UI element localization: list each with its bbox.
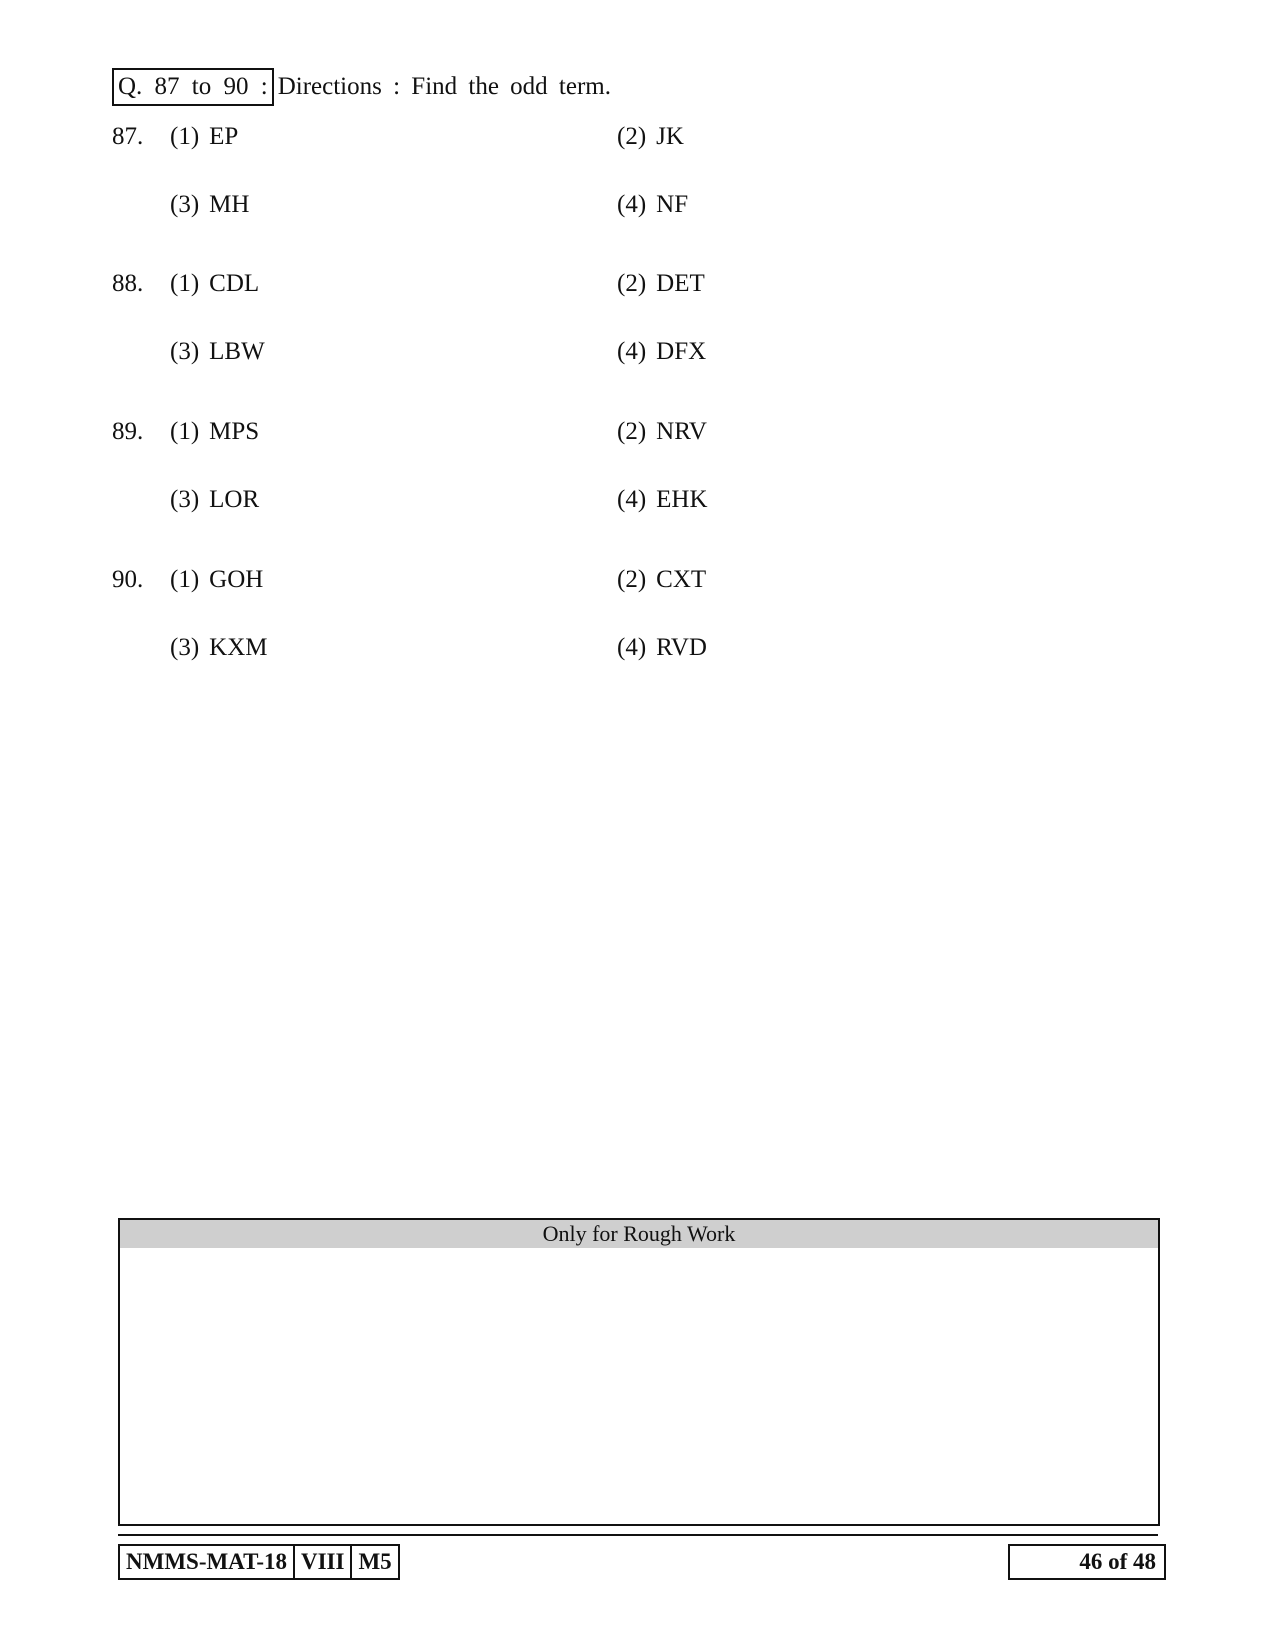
option-2[interactable]: (2) NRV — [617, 418, 707, 445]
option-2[interactable]: (2) CXT — [617, 566, 707, 593]
option-4[interactable]: (4) NF — [617, 191, 689, 218]
option-1[interactable]: (1) EP — [170, 123, 239, 150]
option-2[interactable]: (2) JK — [617, 123, 684, 150]
option-3[interactable]: (3) LBW — [170, 338, 265, 365]
footer-divider — [118, 1534, 1158, 1536]
rough-work-box — [118, 1218, 1160, 1526]
exam-code: NMMS-MAT-18 — [118, 1544, 295, 1580]
question-number: 88. — [112, 270, 144, 297]
question-number: 87. — [112, 123, 144, 150]
option-3[interactable]: (3) KXM — [170, 634, 268, 661]
directions-text: Directions : Find the odd term. — [277, 73, 611, 100]
option-1[interactable]: (1) MPS — [170, 418, 260, 445]
option-4[interactable]: (4) DFX — [617, 338, 707, 365]
page-number: 46 of 48 — [1008, 1544, 1166, 1580]
option-3[interactable]: (3) LOR — [170, 486, 260, 513]
option-4[interactable]: (4) RVD — [617, 634, 707, 661]
rough-work-title: Only for Rough Work — [120, 1220, 1158, 1248]
question-number: 89. — [112, 418, 144, 445]
option-1[interactable]: (1) GOH — [170, 566, 264, 593]
question-number: 90. — [112, 566, 144, 593]
class-code: VIII — [293, 1544, 352, 1580]
option-3[interactable]: (3) MH — [170, 191, 250, 218]
section-header — [112, 68, 611, 106]
medium-code: M5 — [350, 1544, 399, 1580]
option-4[interactable]: (4) EHK — [617, 486, 708, 513]
question-range-label: Q. 87 to 90 : — [112, 68, 274, 106]
option-1[interactable]: (1) CDL — [170, 270, 260, 297]
option-2[interactable]: (2) DET — [617, 270, 705, 297]
footer-codes — [118, 1544, 398, 1580]
